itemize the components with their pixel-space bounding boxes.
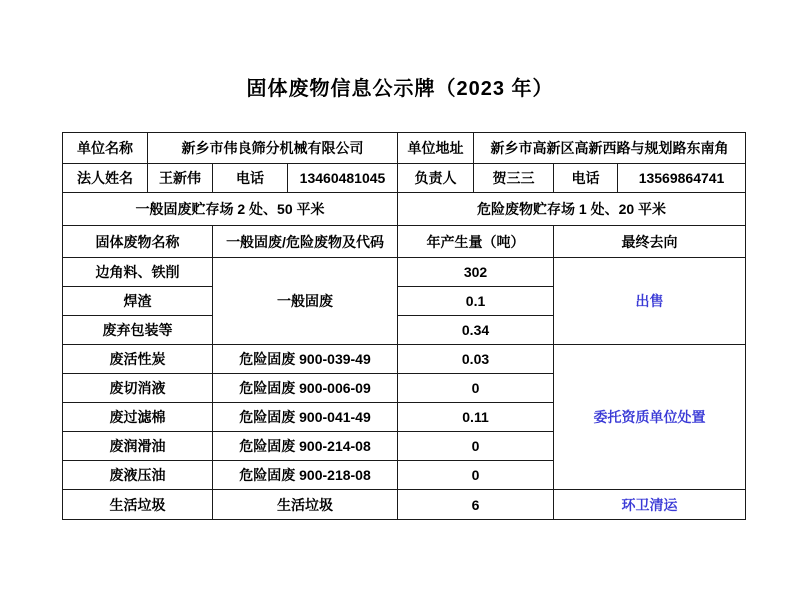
annual-output-cell: 6: [398, 490, 554, 520]
general-category-cell: 一般固废: [213, 258, 398, 345]
annual-output-cell: 0: [398, 432, 554, 461]
hazard-storage-cell: 危险废物贮存场 1 处、20 平米: [398, 193, 746, 226]
waste-name-cell: 废润滑油: [63, 432, 213, 461]
annual-output-cell: 0.11: [398, 403, 554, 432]
unit-name-value-cell: 新乡市伟良筛分机械有限公司: [148, 133, 398, 164]
unit-address-label-cell: 单位地址: [398, 133, 474, 164]
waste-info-table: [62, 132, 746, 520]
manager-label-cell: 负责人: [398, 164, 474, 193]
phone2-label-cell: 电话: [554, 164, 618, 193]
header-waste-name-cell: 固体废物名称: [63, 226, 213, 258]
annual-output-cell: 302: [398, 258, 554, 287]
waste-category-cell: 危险固废 900-214-08: [213, 432, 398, 461]
waste-name-cell: 废切消液: [63, 374, 213, 403]
waste-category-cell: 生活垃圾: [213, 490, 398, 520]
waste-name-cell: 废过滤棉: [63, 403, 213, 432]
unit-info-row-2: [63, 164, 746, 193]
header-destination-cell: 最终去向: [554, 226, 746, 258]
annual-output-cell: 0.1: [398, 287, 554, 316]
general-storage-cell: 一般固废贮存场 2 处、50 平米: [63, 193, 398, 226]
general-destination-cell: 出售: [554, 258, 746, 345]
waste-name-cell: 生活垃圾: [63, 490, 213, 520]
annual-output-cell: 0: [398, 374, 554, 403]
header-annual-output-cell: 年产生量（吨）: [398, 226, 554, 258]
hazardous-waste-row: [63, 345, 746, 374]
legal-person-label-cell: 法人姓名: [63, 164, 148, 193]
phone2-value-cell: 13569864741: [618, 164, 746, 193]
waste-category-cell: 危险固废 900-041-49: [213, 403, 398, 432]
waste-name-cell: 废活性炭: [63, 345, 213, 374]
waste-name-cell: 废弃包装等: [63, 316, 213, 345]
annual-output-cell: 0.34: [398, 316, 554, 345]
storage-row: [63, 193, 746, 226]
waste-header-row: [63, 226, 746, 258]
unit-info-row-1: [63, 133, 746, 164]
hazardous-destination-cell: 委托资质单位处置: [554, 345, 746, 490]
waste-category-cell: 危险固废 900-218-08: [213, 461, 398, 490]
general-waste-row: [63, 258, 746, 287]
manager-value-cell: 贺三三: [474, 164, 554, 193]
legal-person-value-cell: 王新伟: [148, 164, 213, 193]
annual-output-cell: 0: [398, 461, 554, 490]
waste-category-cell: 危险固废 900-006-09: [213, 374, 398, 403]
phone1-value-cell: 13460481045: [288, 164, 398, 193]
unit-name-label-cell: 单位名称: [63, 133, 148, 164]
domestic-waste-row: [63, 490, 746, 520]
domestic-destination-cell: 环卫清运: [554, 490, 746, 520]
annual-output-cell: 0.03: [398, 345, 554, 374]
waste-name-cell: 废液压油: [63, 461, 213, 490]
waste-name-cell: 焊渣: [63, 287, 213, 316]
waste-name-cell: 边角料、铁削: [63, 258, 213, 287]
page-title: 固体废物信息公示牌（2023 年）: [246, 78, 554, 100]
phone1-label-cell: 电话: [213, 164, 288, 193]
waste-category-cell: 危险固废 900-039-49: [213, 345, 398, 374]
header-category-cell: 一般固废/危险废物及代码: [213, 226, 398, 258]
unit-address-value-cell: 新乡市高新区高新西路与规划路东南角: [474, 133, 746, 164]
